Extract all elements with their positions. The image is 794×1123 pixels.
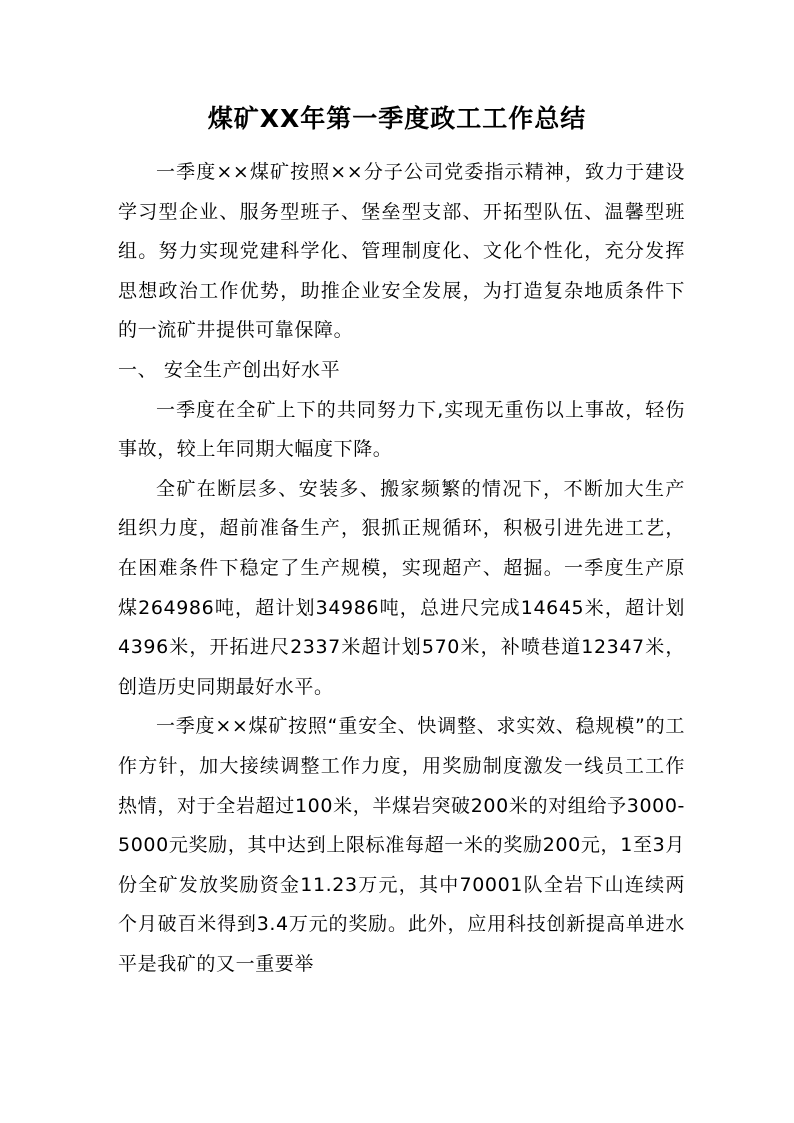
paragraph-production: 全矿在断层多、安装多、搬家频繁的情况下，不断加大生产组织力度，超前准备生产，狠抓正规循环，积极引进先进工艺，在困难条件下稳定了生产规模，实现超产、超掘。一季度生产原煤264986吨，超计划34986吨，总进尺完成14645米，超计划4396米，开拓进尺2337米超计划570米，补喷巷道12347米，创造历史同期最好水平。 (118, 477, 685, 698)
section-heading-safety: 一、 安全生产创出好水平 (118, 358, 341, 381)
paragraph-adjustment: 一季度××煤矿按照“重安全、快调整、求实效、稳规模”的工作方针，加大接续调整工作力度，用奖励制度激发一线员工工作热情，对于全岩超过100米，半煤岩突破200米的对组给予3000-5000元奖励，其中达到上限标准每超一米的奖励200元，1至3月份全矿发放奖励资金11.23万元，其中70001队全岩下山连续两个月破百米得到3.4万元的奖励。此外，应用科技创新提高单进水平是我矿的又一重要举 (118, 715, 685, 975)
document-title: 煤矿XX年第一季度政工工作总结 (207, 104, 587, 133)
paragraph-safety-result: 一季度在全矿上下的共同努力下,实现无重伤以上事故，轻伤事故，较上年同期大幅度下降。 (118, 398, 685, 461)
document-body (118, 153, 685, 984)
paragraph-intro: 一季度××煤矿按照××分子公司党委指示精神，致力于建设学习型企业、服务型班子、堡垒型支部、开拓型队伍、温馨型班组。努力实现党建科学化、管理制度化、文化个性化，充分发挥思想政治工作优势，助推企业安全发展，为打造复杂地质条件下的一流矿井提供可靠保障。 (118, 161, 685, 342)
